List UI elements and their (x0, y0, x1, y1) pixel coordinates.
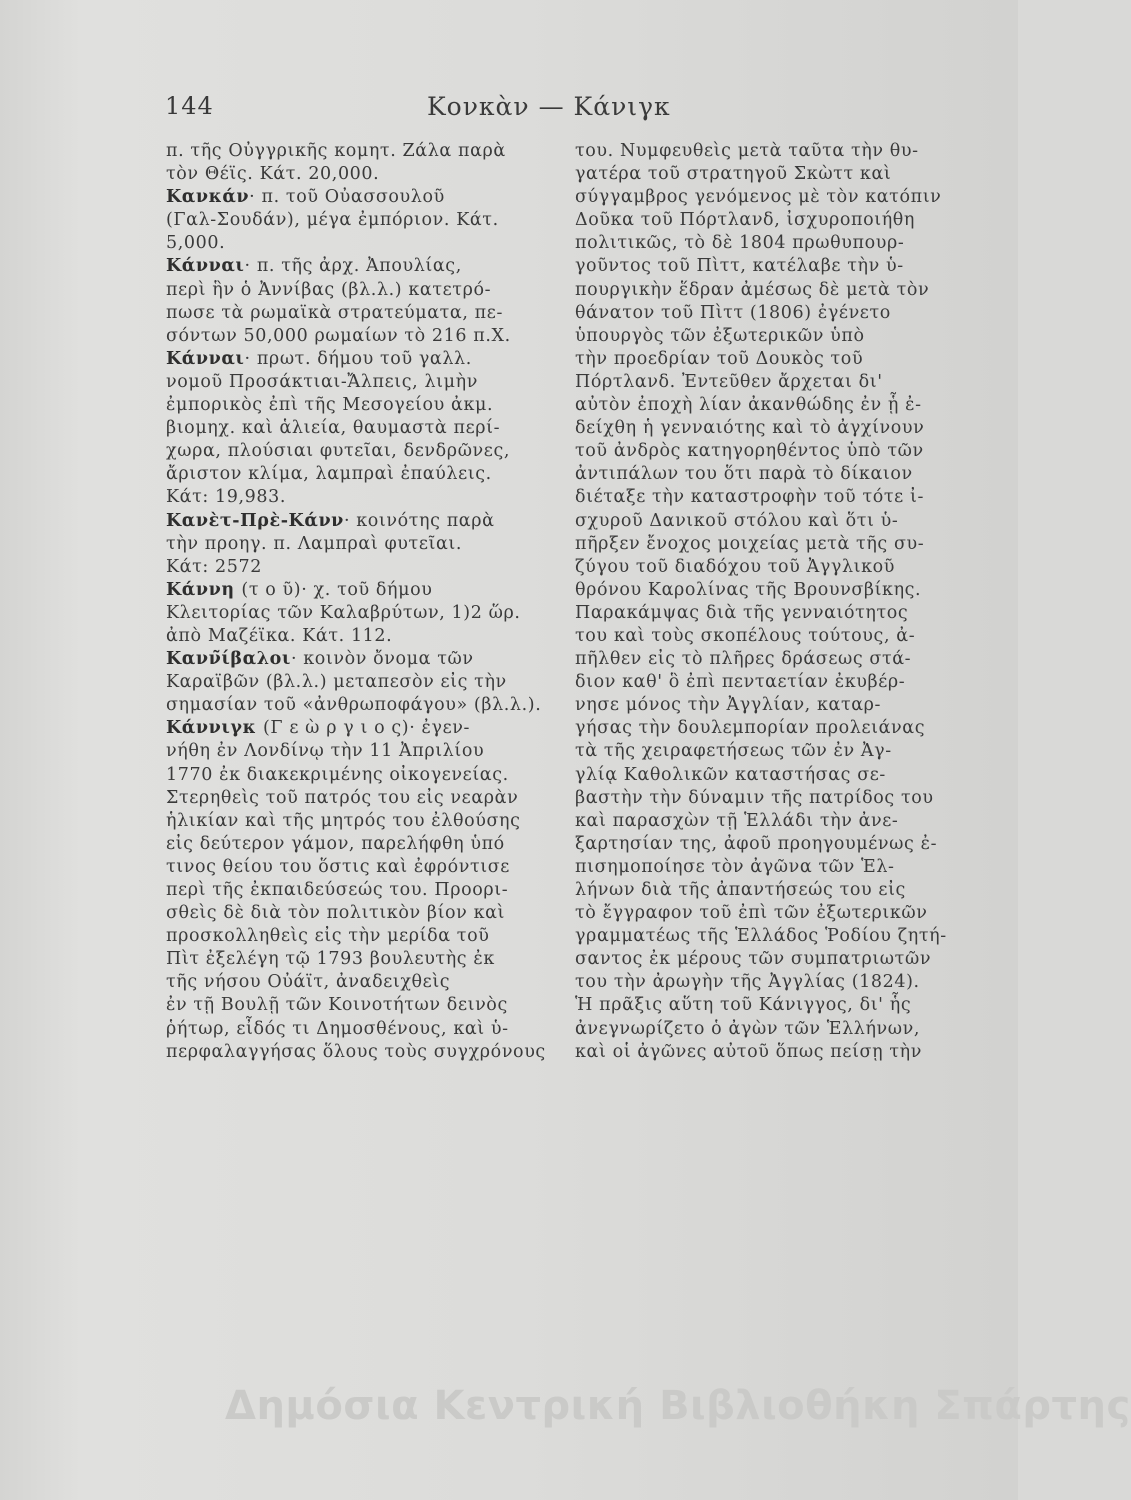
text-line: Κάννιγκ (Γ ε ὼ ρ γ ι ο ς)· ἐγεν- (166, 718, 471, 739)
text-line: γλίᾳ Καθολικῶν καταστήσας σε- (575, 764, 886, 785)
text-line: ἐν τῇ Βουλῇ τῶν Κοινοτήτων δεινὸς (166, 995, 508, 1016)
text-line: Καραϊβῶν (βλ.λ.) μεταπεσὸν εἰς τὴν (166, 672, 507, 693)
text-line: Κανὲτ-Πρὲ-Κάνν· κοινότης παρὰ (166, 510, 495, 531)
text-line: θρόνου Καρολίνας τῆς Βρουνσβίκης. (575, 579, 922, 600)
text-line: νήθη ἐν Λονδίνῳ τὴν 11 Ἀπριλίου (166, 741, 485, 762)
text-line: νομοῦ Προσάκτιαι-Ἄλπεις, λιμὴν (166, 371, 478, 392)
entry-headword: Κάνναι (166, 348, 245, 369)
text-line: γήσας τὴν δουλεμπορίαν προλειάνας (575, 718, 926, 739)
text-line: καὶ παρασχὼν τῇ Ἑλλάδι τὴν ἀνε- (575, 810, 899, 831)
text-line: τῆς νήσου Οὐάϊτ, ἀναδειχθεὶς (166, 972, 451, 993)
text-line: γοῦντος τοῦ Πὶττ, κατέλαβε τὴν ὑ- (575, 256, 904, 277)
text-line: Κάτ: 2572 (166, 556, 262, 577)
entry-headword: Κάννιγκ (166, 718, 263, 739)
text-line: νησε μόνος τὴν Ἀγγλίαν, καταρ- (575, 695, 882, 716)
text-line: ἀπὸ Μαζέϊκα. Κάτ. 112. (166, 625, 393, 646)
text-line: τὸ ἔγγραφον τοῦ ἐπὶ τῶν ἐξωτερικῶν (575, 903, 928, 924)
text-line: πῆρξεν ἔνοχος μοιχείας μετὰ τῆς συ- (575, 533, 925, 554)
entry-headword: Κάνναι (166, 256, 245, 277)
text-line: Κανν̃ίβαλοι· κοινὸν ὄνομα τῶν (166, 649, 474, 670)
text-line: Δοῦκα τοῦ Πόρτλανδ, ἰσχυροποιήθη (575, 210, 916, 231)
library-watermark: Δημόσια Κεντρική Βιβλιοθήκη Σπάρτης (225, 1383, 1131, 1429)
text-line: σύγγαμβρος γενόμενος μὲ τὸν κατόπιν (575, 187, 942, 208)
text-line: περφαλαγγήσας ὅλους τοὺς συγχρόνους (166, 1041, 546, 1062)
text-line: διέταξε τὴν καταστροφὴν τοῦ τότε ἰ- (575, 487, 924, 508)
text-line: πωσε τὰ ρωμαϊκὰ στρατεύματα, πε- (166, 302, 503, 323)
text-line: Κάνναι· π. τῆς ἀρχ. Ἀπουλίας, (166, 256, 462, 277)
text-line: ξαρτησίαν της, ἀφοῦ προηγουμένως ἐ- (575, 833, 938, 854)
text-line: γατέρα τοῦ στρατηγοῦ Σκὼττ καὶ (575, 164, 892, 185)
text-line: Κανκάν· π. τοῦ Οὐασσουλοῦ (166, 187, 445, 208)
page-number: 144 (165, 92, 214, 120)
text-line: σόντων 50,000 ρωμαίων τὸ 216 π.Χ. (166, 325, 511, 346)
text-line: ῥήτωρ, εἶδός τι Δημοσθένους, καὶ ὑ- (166, 1018, 509, 1039)
text-line: θάνατον τοῦ Πὶττ (1806) ἐγένετο (575, 302, 891, 323)
text-line: Στερηθεὶς τοῦ πατρός του εἰς νεαρὰν (166, 787, 519, 808)
text-line: του καὶ τοὺς σκοπέλους τούτους, ἀ- (575, 625, 916, 646)
text-line: πῆλθεν εἰς τὸ πλῆρες δράσεως στά- (575, 649, 912, 670)
text-line: αὐτὸν ἐποχὴ λίαν ἀκανθώδης ἐν ᾗ ἐ- (575, 395, 922, 416)
text-line: Παρακάμψας διὰ τῆς γενναιότητος (575, 602, 909, 623)
text-line: ἐμπορικὸς ἐπὶ τῆς Μεσογείου ἀκμ. (166, 395, 494, 416)
text-line: Ἡ πρᾶξις αὕτη τοῦ Κάνιγγος, δι' ἧς (575, 995, 912, 1016)
text-line: του. Νυμφευθεὶς μετὰ ταῦτα τὴν θυ- (575, 141, 919, 161)
text-line: σαντος ἐκ μέρους τῶν συμπατριωτῶν (575, 949, 932, 970)
text-line: του τὴν ἀρωγὴν τῆς Ἀγγλίας (1824). (575, 972, 920, 993)
text-line: τοῦ ἀνδρὸς κατηγορηθέντος ὑπὸ τῶν (575, 441, 924, 462)
text-line: καὶ οἱ ἀγῶνες αὐτοῦ ὅπως πείσῃ τὴν (575, 1041, 922, 1062)
text-line: ἀντιπάλων του ὅτι παρὰ τὸ δίκαιον (575, 464, 913, 485)
text-line: ζύγου τοῦ διαδόχου τοῦ Ἀγγλικοῦ (575, 556, 896, 577)
entry-headword: Κανὲτ-Πρὲ-Κάνν (166, 510, 344, 531)
page-header (165, 92, 965, 126)
text-line: διον καθ' ὃ ἐπὶ πενταετίαν ἐκυβέρ- (575, 672, 906, 693)
text-line: προσκολληθεὶς εἰς τὴν μερίδα τοῦ (166, 926, 490, 947)
text-line: λήνων διὰ τῆς ἀπαντήσεώς του εἰς (575, 880, 906, 900)
entry-headword: Κάννη (166, 579, 242, 600)
text-line: εἰς δεύτερον γάμον, παρελήφθη ὑπό (166, 833, 505, 854)
text-line: τὰ τῆς χειραφετήσεως τῶν ἐν Ἀγ- (575, 741, 892, 762)
text-line: τινος θείου του ὅστις καὶ ἐφρόντισε (166, 856, 510, 877)
text-line: βιομηχ. καὶ ἁλιεία, θαυμαστὰ περί- (166, 418, 501, 439)
text-line: πισημοποίησε τὸν ἀγῶνα τῶν Ἑλ- (575, 856, 895, 877)
text-line: 1770 ἐκ διακεκριμένης οἰκογενείας. (166, 764, 509, 785)
text-line: Κάννη (τ ο ῦ)· χ. τοῦ δήμου (166, 579, 433, 600)
entry-headword: Κανκάν (166, 187, 250, 208)
text-line: χωρα, πλούσιαι φυτεῖαι, δενδρῶνες, (166, 441, 511, 462)
entry-headword: Κανν̃ίβαλοι (166, 649, 291, 670)
text-line: σημασίαν τοῦ «ἀνθρωποφάγου» (βλ.λ.). (166, 695, 542, 716)
text-line: σχυροῦ Δανικοῦ στόλου καὶ ὅτι ὑ- (575, 510, 899, 531)
text-line: ἡλικίαν καὶ τῆς μητρός του ἐλθούσης (166, 810, 521, 831)
right-column (575, 140, 975, 1064)
text-line: Πόρτλανδ. Ἐντεῦθεν ἄρχεται δι' (575, 371, 883, 392)
text-line: Κλειτορίας τῶν Καλαβρύτων, 1)2 ὥρ. (166, 602, 521, 623)
text-line: περὶ τῆς ἐκπαιδεύσεώς του. Προορι- (166, 880, 509, 900)
text-line: βαστὴν τὴν δύναμιν τῆς πατρίδος του (575, 787, 934, 808)
text-line: σθεὶς δὲ διὰ τὸν πολιτικὸν βίον καὶ (166, 903, 505, 924)
text-line: περὶ ἣν ὁ Ἀννίβας (βλ.λ.) κατετρό- (166, 279, 492, 300)
text-line: ὑπουργὸς τῶν ἐξωτερικῶν ὑπὸ (575, 325, 865, 346)
text-line: 5,000. (166, 233, 226, 254)
text-line: Κάτ: 19,983. (166, 487, 287, 508)
text-line: τὸν Θέϊς. Κάτ. 20,000. (166, 164, 380, 185)
text-line: ἀνεγνωρίζετο ὁ ἀγὼν τῶν Ἑλλήνων, (575, 1018, 921, 1039)
text-line: ἄριστον κλίμα, λαμπραὶ ἐπαύλεις. (166, 464, 492, 485)
text-line: (Γαλ-Σουδάν), μέγα ἐμπόριον. Κάτ. (166, 210, 499, 231)
text-line: δείχθη ἡ γενναιότης καὶ τὸ ἀγχίνουν (575, 418, 925, 439)
text-line: Κάνναι· πρωτ. δήμου τοῦ γαλλ. (166, 348, 472, 369)
text-line: γραμματέως τῆς Ἑλλάδος Ῥοδίου ζητή- (575, 926, 947, 947)
running-head: Κονκὰν — Κάνιγκ (427, 92, 671, 121)
left-column (166, 140, 566, 1064)
text-line: πουργικὴν ἕδραν ἀμέσως δὲ μετὰ τὸν (575, 279, 930, 300)
text-line: π. τῆς Οὐγγρικῆς κομητ. Ζάλα παρὰ (166, 141, 506, 161)
text-line: τὴν προηγ. π. Λαμπραὶ φυτεῖαι. (166, 533, 462, 554)
text-line: Πὶτ ἐξελέγη τῷ 1793 βουλευτὴς ἐκ (166, 949, 495, 970)
text-line: τὴν προεδρίαν τοῦ Δουκὸς τοῦ (575, 348, 864, 369)
text-line: πολιτικῶς, τὸ δὲ 1804 πρωθυπουρ- (575, 233, 905, 254)
